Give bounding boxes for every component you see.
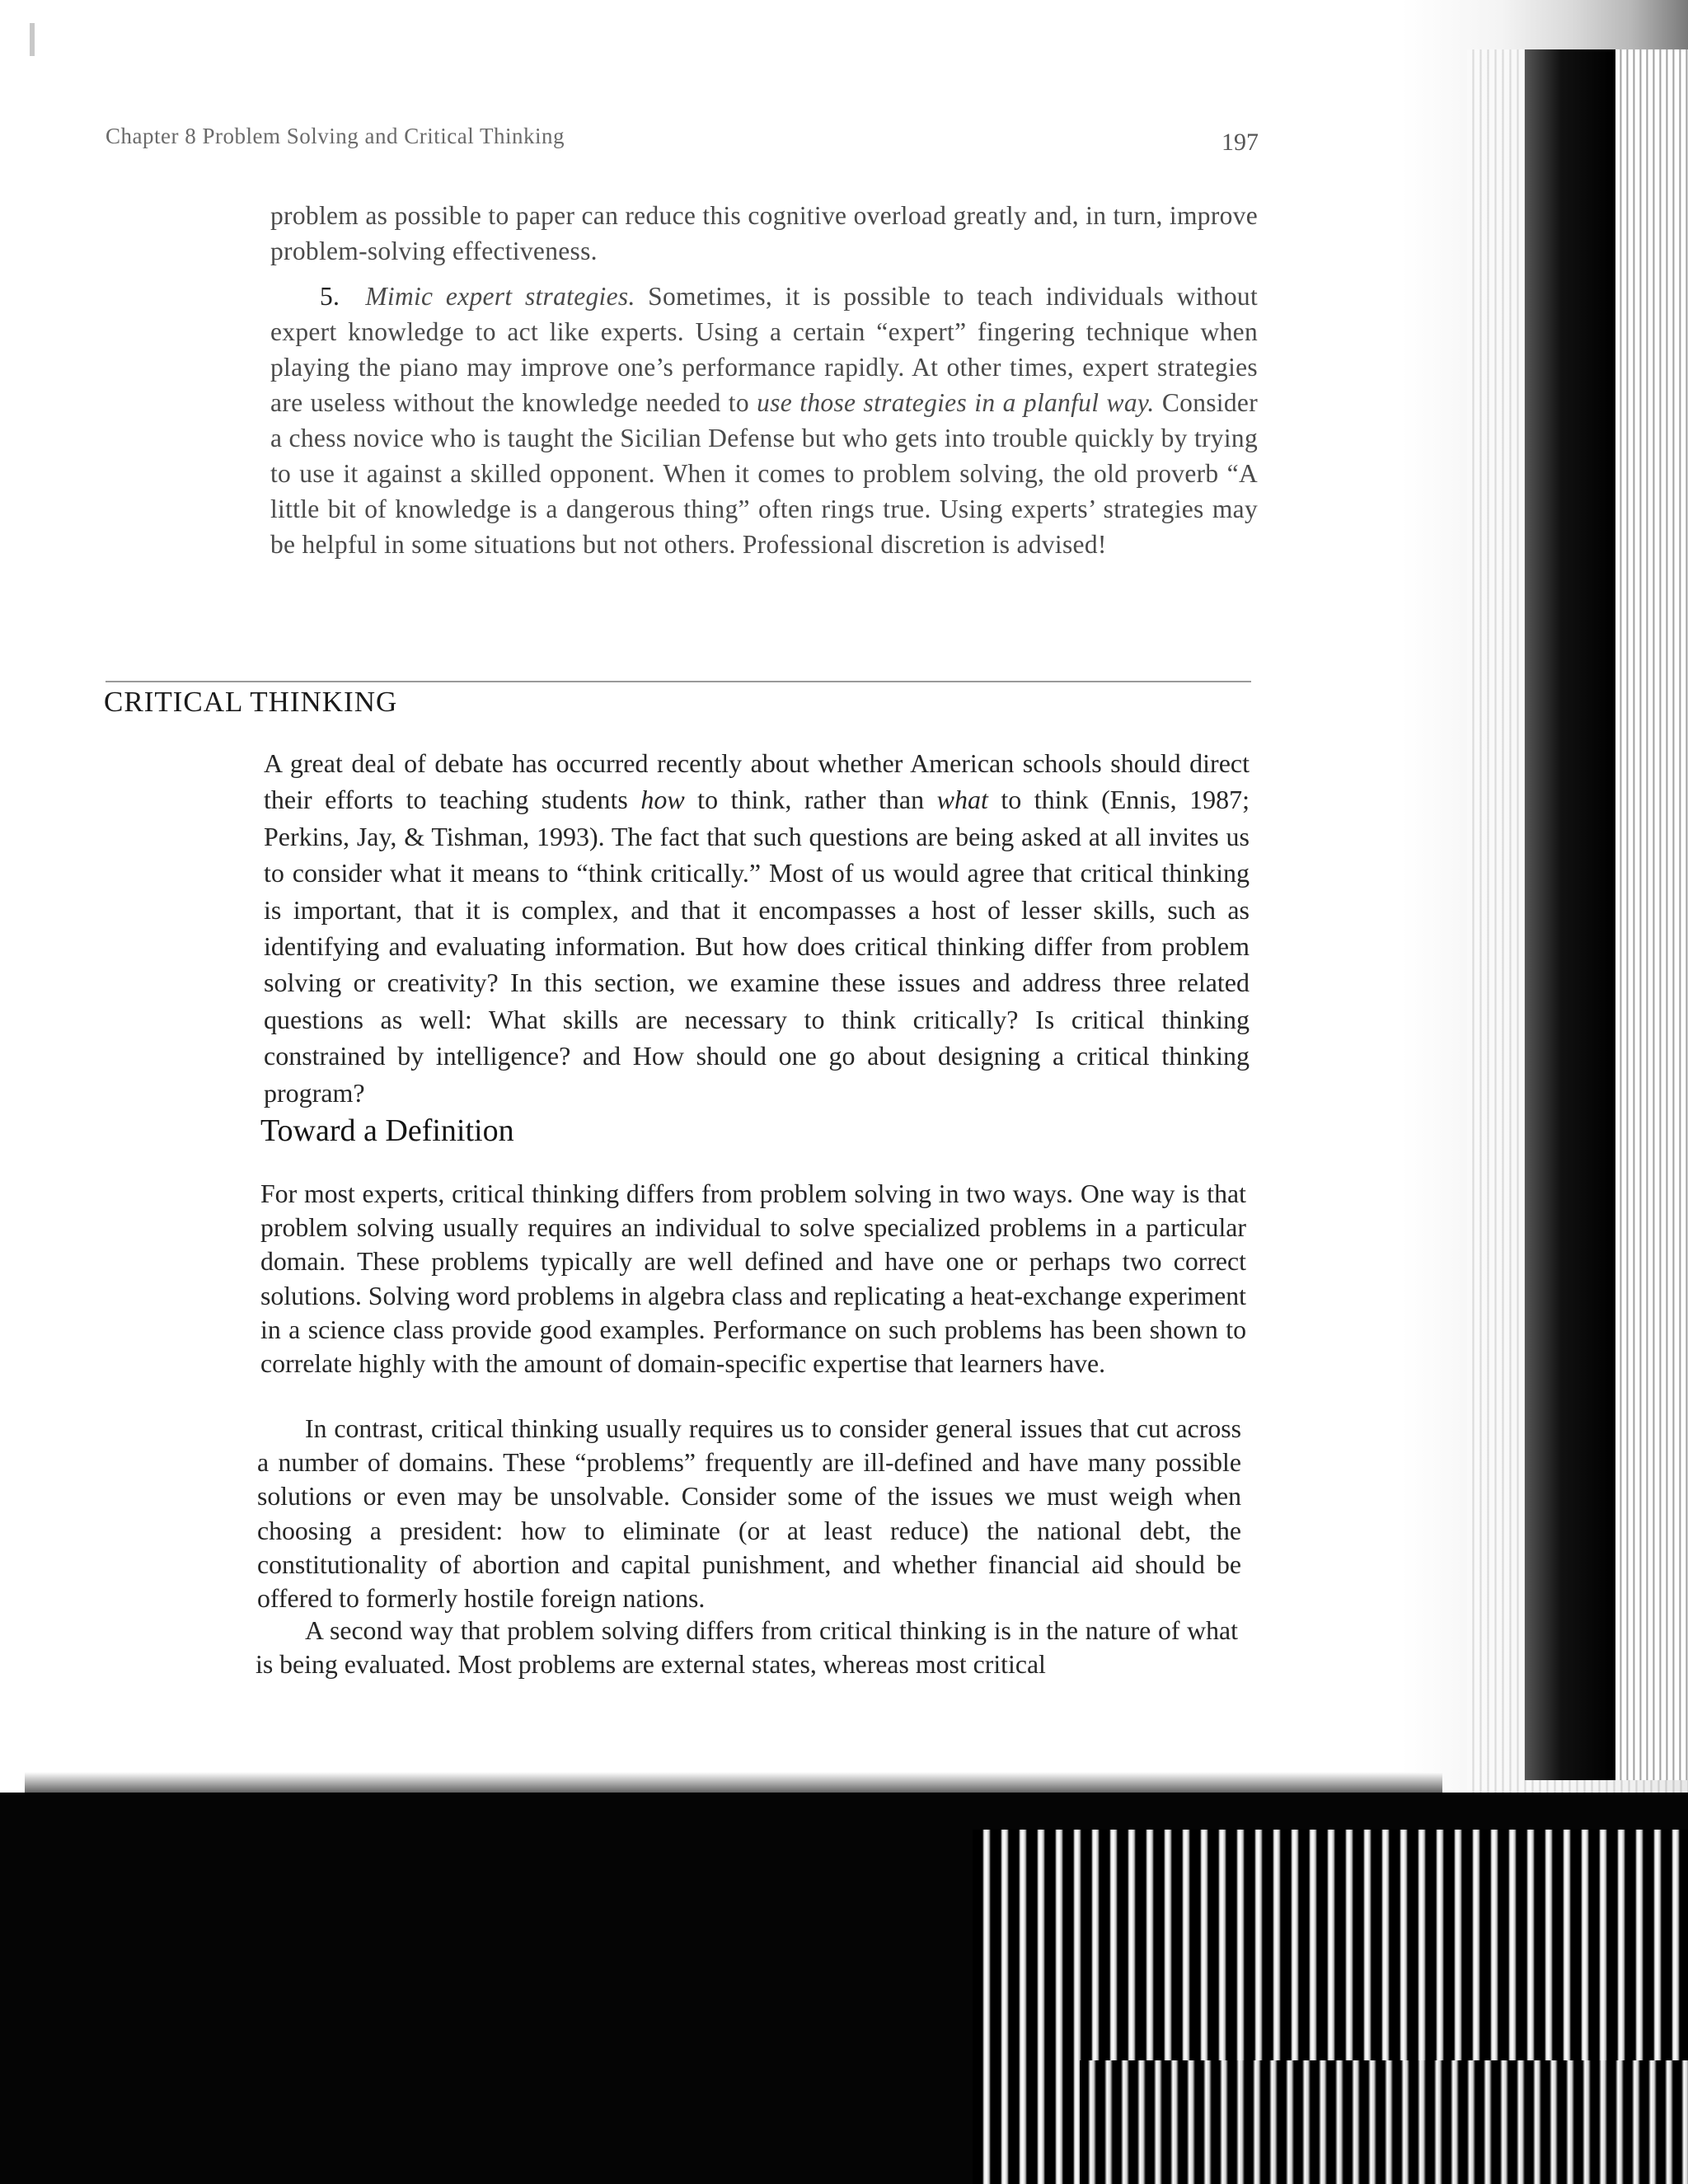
page-number: 197: [1221, 129, 1259, 156]
continuation-paragraph: problem as possible to paper can reduce this cognitive overload greatly and, in turn, improve problem-solving effectiveness.: [270, 201, 1258, 265]
page-edge-stripes-lower: [1080, 2060, 1688, 2184]
page-stack-edges-outer: [1615, 49, 1688, 1780]
paragraph-text: to think (Ennis, 1987; Perkins, Jay, & Tishman, 1993). The fact that such questions are being asked at all invites us to consider what it means to “think critically.” Most of us would agree that critical thinking is important, that it is complex, and that it encompasses a host of lesser skills, such as identifying and evaluating information. But how does critical thinking differ from problem solving or creativity? In this section, we examine these issues and address three related questions as well: What skills are necessary to think critically? Is critical thinking constrained by intelligence? and How should one go about designing a critical thinking program?: [264, 785, 1250, 1108]
definition-paragraph-2: In contrast, critical thinking usually requires us to consider general issues that cut across a number of domains. These “problems” frequently are ill-defined and have many possible solutions or even may be unsolvable. Consider some of the issues we must weigh when choosing a president: how to eliminate (or at least reduce) the national debt, the constitutionality of abortion and capital punishment, and whether financial aid should be offered to formerly hostile foreign nations.: [257, 1414, 1241, 1614]
list-item-emphasis: use those strategies in a planful way.: [757, 388, 1155, 417]
section-heading: CRITICAL THINKING: [104, 686, 398, 718]
scan-corner-mark: [30, 23, 35, 56]
paragraph-text: A great deal of debate has occurred recently about whether American schools should direct their efforts to teaching students: [264, 748, 1250, 815]
emphasis-what: what: [936, 785, 988, 815]
section-divider: [106, 681, 1251, 682]
list-item-text: Sometimes, it is possible to teach individuals without expert knowledge to act like experts. Using a certain “expert” fingering technique when playing the piano may improve one’s performance rapidly. At other times, expert strategies are useless without the knowledge needed to: [270, 282, 1258, 417]
list-item-number: 5.: [320, 282, 340, 311]
definition-paragraph-3: A second way that problem solving differs from critical thinking is in the nature of what is being evaluated. Most problems are external states, whereas most critical: [256, 1616, 1238, 1680]
emphasis-how: how: [640, 785, 685, 815]
paragraph-text: to think, rather than: [684, 785, 937, 815]
list-item-text-continued: Consider a chess novice who is taught the Sicilian Defense but who gets into trouble quickly by trying to use it against a skilled opponent. When it comes to problem solving, the old proverb “A little bit of knowledge is a dangerous thing” often rings true. Using experts’ strategies may be helpful in some situations but not others. Professional discretion is advised!: [270, 388, 1258, 559]
list-item-5: [270, 279, 1258, 562]
list-item-heading: Mimic expert strategies.: [365, 282, 635, 311]
book-spine-shadow: [1525, 49, 1615, 1780]
critical-thinking-paragraph: [264, 745, 1250, 1111]
running-head: Chapter 8 Problem Solving and Critical Thinking: [106, 124, 565, 148]
definition-paragraph-1: For most experts, critical thinking differs from problem solving in two ways. One way is that problem solving usually requires an individual to solve specialized problems in a particular domain. These problems typically are well defined and have one or perhaps two correct solutions. Solving word problems in algebra class and replicating a heat-exchange experiment in a science class provide good examples. Performance on such problems has been shown to correlate highly with the amount of domain-specific expertise that learners have.: [260, 1179, 1246, 1379]
subsection-heading: Toward a Definition: [260, 1113, 514, 1148]
